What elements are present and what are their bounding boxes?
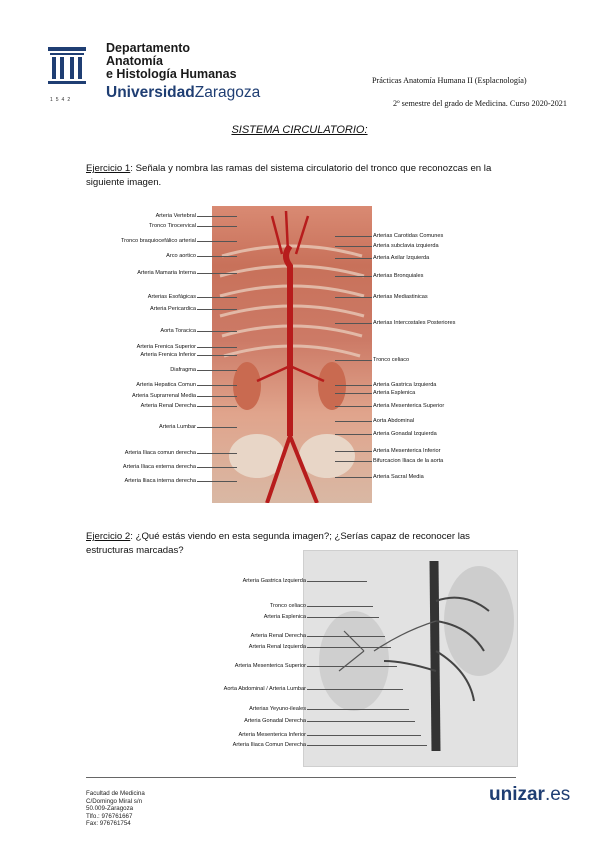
leader-line <box>307 721 415 722</box>
logo-year: 1542 <box>50 97 74 103</box>
leader-line <box>307 581 367 582</box>
department-name <box>106 42 237 81</box>
footer-line: Fax: 976761754 <box>86 820 131 828</box>
figure-1-right-label: Arteria subclavia izquierda <box>373 243 439 249</box>
leader-line <box>335 297 372 298</box>
figure-1-right-label: Tronco celiaco <box>373 357 410 363</box>
leader-line <box>307 647 391 648</box>
figure-1-right-label: Arterias Mediastinicas <box>373 294 428 300</box>
figure-2-label: Arteria Gastrica Izquierda <box>242 578 306 584</box>
leader-line <box>197 370 237 371</box>
figure-2-label: Arteria Iliaca Comun Derecha <box>232 742 306 748</box>
leader-line <box>335 323 372 324</box>
footer-line: C/Domingo Miral s/n <box>86 797 143 805</box>
figure-1-left-label: Arteria Mamaria Interna <box>137 270 196 276</box>
figure-1-left-label: Arteria Hepatica Comun <box>136 382 196 388</box>
unizar-brand-a: unizar <box>489 784 545 805</box>
leader-line <box>335 451 372 452</box>
leader-line <box>335 461 372 462</box>
figure-2-label: Arteria Esplenica <box>263 614 306 620</box>
university-name <box>106 84 260 102</box>
figure-1-right-label: Arteria Sacral Media <box>373 474 424 480</box>
footer-line: 50.009-Zaragoza <box>86 805 134 813</box>
figure-2-label: Arteria Gonadal Derecha <box>244 718 306 724</box>
figure-2-label: Arteria Mesenterica Inferior <box>238 732 306 738</box>
leader-line <box>197 347 237 348</box>
leader-line <box>197 273 237 274</box>
leader-line <box>197 396 237 397</box>
footer-line: Facultad de Medicina <box>86 790 145 797</box>
leader-line <box>307 617 379 618</box>
leader-line <box>307 666 397 667</box>
leader-line <box>307 709 409 710</box>
figure-1-right-label: Arterias Carotidas Comunes <box>373 233 444 239</box>
leader-line <box>197 309 237 310</box>
leader-line <box>197 256 237 257</box>
leader-line <box>335 385 372 386</box>
figure-1-left-label: Arteria Lumbar <box>159 424 196 430</box>
leader-line <box>335 406 372 407</box>
dept-line-2: Anatomía <box>106 54 163 68</box>
figure-1-left-label: Tronco braquiocefálico arterial <box>120 238 196 244</box>
exercise-1-label: Ejercicio 1 <box>86 163 131 174</box>
figure-1-right-label: Arteria Axilar Izquierda <box>373 255 430 261</box>
leader-line <box>307 689 403 690</box>
leader-line <box>335 236 372 237</box>
exercise-1-text: : Señala y nombra las ramas del sistema circulatorio del tronco que reconozcas en la siguiente imagen. <box>86 163 492 188</box>
leader-line <box>197 331 237 332</box>
course-title: Prácticas Anatomía Humana II (Esplacnología) <box>372 76 527 85</box>
figure-1-left-label: Arteria Iliaca comun derecha <box>124 450 196 456</box>
exercise-1 <box>86 162 516 190</box>
leader-line <box>335 246 372 247</box>
unizar-brand-b: .es <box>544 784 571 805</box>
figure-1-right-label: Bifurcacion Iliaca de la aorta <box>373 458 444 464</box>
leader-line <box>335 477 372 478</box>
figure-1-right-label: Arteria Esplenica <box>373 390 416 396</box>
leader-line <box>307 735 421 736</box>
semester-line: 2º semestre del grado de Medicina. Curso 2020-2021 <box>393 99 567 108</box>
figure-1-left-label: Arteria Suprarrenal Media <box>131 393 196 399</box>
figure-1-right-label: Arteria Gonadal Izquierda <box>373 431 437 437</box>
exercise-2-text: : ¿Qué estás viendo en esta segunda imagen?; ¿Serías capaz de reconocer las estructuras marcadas? <box>86 531 470 556</box>
figure-1-right-label: Arteria Mesenterica Superior <box>373 403 445 409</box>
leader-line <box>307 745 427 746</box>
figure-2-label: Arteria Renal Izquierda <box>248 644 306 650</box>
figure-1-left-label: Arteria Iliaca interna derecha <box>124 478 196 484</box>
leader-line <box>197 427 237 428</box>
figure-2-label: Arteria Mesenterica Superior <box>234 663 306 669</box>
leader-line <box>197 467 237 468</box>
university-logo <box>46 43 88 95</box>
leader-line <box>335 258 372 259</box>
figure-1-left-label: Aorta Toracica <box>160 328 196 334</box>
leader-line <box>335 276 372 277</box>
footer-line: Tlfo.: 976761667 <box>86 812 133 820</box>
leader-line <box>307 606 373 607</box>
leader-line <box>335 434 372 435</box>
figure-2-label: Tronco celiaco <box>269 603 306 609</box>
leader-line <box>197 453 237 454</box>
leader-line <box>197 355 237 356</box>
footer-divider <box>86 777 516 778</box>
figure-1-left-label: Arteria Vertebral <box>155 213 196 219</box>
leader-line <box>335 421 372 422</box>
unizar-logo <box>489 784 570 806</box>
leader-line <box>197 241 237 242</box>
leader-line <box>335 393 372 394</box>
figure-1-left-label: Arco aortico <box>166 253 196 259</box>
leader-line <box>197 297 237 298</box>
figure-1-right-label: Arterias Bronquiales <box>373 273 424 279</box>
university-name-a: Universidad <box>106 84 195 101</box>
leader-line <box>197 226 237 227</box>
figure-1-left-label: Arteria Pericardica <box>149 306 196 312</box>
figure-1-right-label: Arterias Intercostales Posteriores <box>373 320 456 326</box>
figure-1-left-label: Tronco Tirocervical <box>148 223 196 229</box>
leader-line <box>197 216 237 217</box>
leader-line <box>197 385 237 386</box>
leader-line <box>335 360 372 361</box>
university-name-b: Zaragoza <box>194 84 261 101</box>
leader-line <box>197 406 237 407</box>
figure-1-right-label: Arteria Gastrica Izquierda <box>373 382 437 388</box>
page-title: SISTEMA CIRCULATORIO: <box>231 124 368 136</box>
figure-1-right-label: Aorta Abdominal <box>373 418 415 424</box>
figure-1-left-label: Arterias Esofágicas <box>147 294 196 300</box>
exercise-2-label: Ejercicio 2 <box>86 531 131 542</box>
figure-1-left-label: Arteria Frenica Superior <box>136 344 196 350</box>
figure-1-right-label: Arteria Mesenterica Inferior <box>373 448 441 454</box>
dept-line-1: Departamento <box>106 41 191 55</box>
figure-2-label: Aorta Abdominal / Arteria Lumbar <box>223 686 306 692</box>
footer-address <box>86 790 145 828</box>
figure-1-left-label: Arteria Iliaca externa derecha <box>122 464 196 470</box>
figure-1-left-label: Diafragma <box>170 367 196 373</box>
leader-line <box>307 636 385 637</box>
figure-2-label: Arterias Yeyuno-ileales <box>249 706 306 712</box>
figure-2-label: Arteria Renal Derecha <box>250 633 306 639</box>
figure-1-left-label: Arteria Frenica Inferior <box>140 352 196 358</box>
dept-line-3: e Histología Humanas <box>106 67 237 81</box>
figure-1-left-label: Arteria Renal Derecha <box>140 403 196 409</box>
leader-line <box>197 481 237 482</box>
